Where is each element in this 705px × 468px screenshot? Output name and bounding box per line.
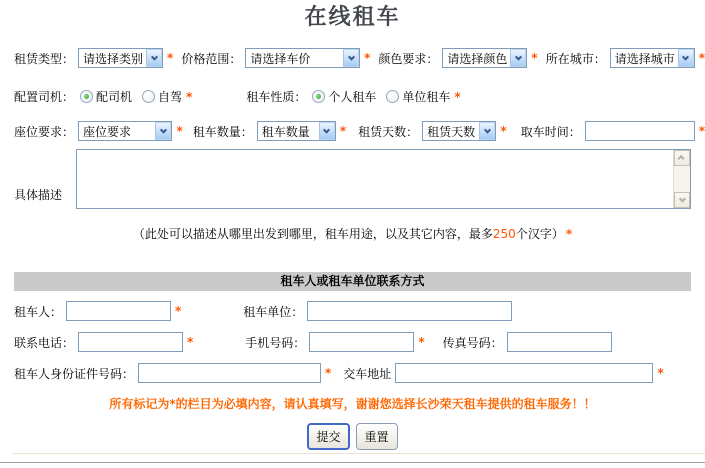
scroll-up-button[interactable] [674, 150, 690, 166]
chevron-down-icon [510, 49, 526, 67]
scroll-down-button[interactable] [674, 192, 690, 208]
company-label: 租车单位： [243, 304, 304, 319]
required-asterisk: * [657, 366, 664, 380]
booking-options-row [0, 121, 705, 141]
contact-row-id-address [0, 363, 705, 383]
delivery-address-label: 交车地址 [343, 366, 392, 381]
required-asterisk: * [698, 51, 705, 65]
select-value: 请选择城市 [614, 51, 675, 66]
select-value: 请选择车价 [250, 51, 311, 66]
pickup-time-input[interactable] [585, 121, 695, 141]
personal-rental-radio[interactable] [312, 88, 376, 105]
pickup-time-label: 取车时间： [520, 124, 581, 139]
required-asterisk: * [565, 227, 573, 241]
fax-label: 传真号码： [442, 335, 503, 350]
city-label: 所在城市： [545, 51, 606, 66]
select-value: 租赁天数 [427, 124, 476, 139]
reset-button[interactable]: 重置 [356, 423, 398, 450]
radio-label: 自驾 [158, 90, 183, 104]
page-title: 在线租车 [304, 4, 401, 30]
days-select[interactable] [422, 121, 496, 141]
form-actions [0, 423, 705, 450]
note-text: （此处可以描述从哪里出发到哪里，租车用途，以及其它内容，最多 [132, 227, 493, 241]
chevron-down-icon [678, 49, 694, 67]
radio-options-row [0, 88, 705, 105]
phone-label: 联系电话： [14, 335, 75, 350]
radio-selected-icon [312, 90, 325, 103]
city-select[interactable] [610, 48, 695, 68]
days-label: 租赁天数： [358, 124, 419, 139]
vehicle-options-row [0, 48, 705, 68]
phone-input[interactable] [78, 332, 183, 352]
bottom-border-line [0, 462, 705, 463]
rental-nature-label: 租车性质： [246, 90, 307, 104]
contact-row-phones [0, 332, 705, 352]
color-label: 颜色要求： [378, 51, 439, 66]
chevron-down-icon [146, 49, 162, 67]
renter-label: 租车人： [14, 304, 63, 319]
textarea-scrollbar[interactable] [673, 150, 690, 208]
rental-type-select[interactable] [78, 48, 163, 68]
radio-selected-icon [80, 90, 93, 103]
required-asterisk: * [176, 124, 183, 138]
price-range-label: 价格范围： [181, 51, 242, 66]
required-asterisk: * [698, 124, 705, 138]
description-label: 具体描述 [14, 188, 63, 202]
with-driver-radio[interactable] [80, 88, 132, 105]
required-asterisk: * [500, 124, 507, 138]
company-input[interactable] [307, 301, 512, 321]
description-textarea[interactable] [76, 149, 691, 209]
company-rental-radio[interactable] [386, 88, 450, 105]
self-drive-radio[interactable] [142, 88, 182, 105]
description-note [0, 225, 705, 242]
chevron-down-icon [479, 122, 495, 140]
id-number-input[interactable] [138, 363, 321, 383]
required-asterisk: * [187, 335, 194, 349]
required-asterisk: * [175, 304, 182, 318]
required-asterisk: * [339, 124, 347, 138]
mobile-label: 手机号码： [245, 335, 306, 350]
select-value: 租车数量 [261, 124, 310, 139]
seat-label: 座位要求： [14, 124, 75, 139]
contact-section-header: 租车人或租车单位联系方式 [14, 272, 691, 291]
radio-label: 个人租车 [328, 90, 377, 104]
seat-select[interactable] [78, 121, 172, 141]
required-asterisk: * [531, 51, 538, 65]
select-value: 请选择类别 [83, 51, 144, 66]
required-fields-notice: 所有标记为*的栏目为必填内容，请认真填写，谢谢您选择长沙荣天租车提供的租车服务！！ [109, 397, 596, 411]
note-text: 个汉字） [515, 227, 564, 241]
required-asterisk: * [325, 366, 332, 380]
radio-label: 单位租车 [402, 90, 451, 104]
required-asterisk: * [418, 335, 425, 349]
chevron-down-icon [319, 122, 335, 140]
quantity-select[interactable] [257, 121, 336, 141]
radio-icon [386, 90, 399, 103]
radio-label: 配司机 [96, 90, 133, 104]
price-range-select[interactable] [245, 48, 360, 68]
select-value: 请选择颜色 [447, 51, 508, 66]
id-number-label: 租车人身份证件号码： [14, 366, 135, 381]
divider-line [12, 453, 705, 454]
required-asterisk: * [186, 89, 193, 104]
rental-type-label: 租赁类型： [14, 51, 75, 66]
submit-button[interactable]: 提交 [307, 423, 349, 450]
driver-config-label: 配置司机： [14, 90, 75, 104]
chevron-down-icon [155, 122, 171, 140]
mobile-input[interactable] [309, 332, 414, 352]
required-asterisk: * [364, 51, 371, 65]
color-select[interactable] [442, 48, 527, 68]
contact-row-renter [0, 301, 705, 321]
required-asterisk: * [454, 89, 461, 104]
select-value: 座位要求 [83, 124, 132, 139]
quantity-label: 租车数量： [192, 124, 253, 139]
fax-input[interactable] [507, 332, 612, 352]
radio-icon [142, 90, 155, 103]
delivery-address-input[interactable] [395, 363, 653, 383]
required-asterisk: * [167, 51, 174, 65]
note-char-limit: 250 [492, 227, 516, 241]
chevron-down-icon [343, 49, 359, 67]
description-row [0, 149, 705, 209]
renter-name-input[interactable] [66, 301, 171, 321]
